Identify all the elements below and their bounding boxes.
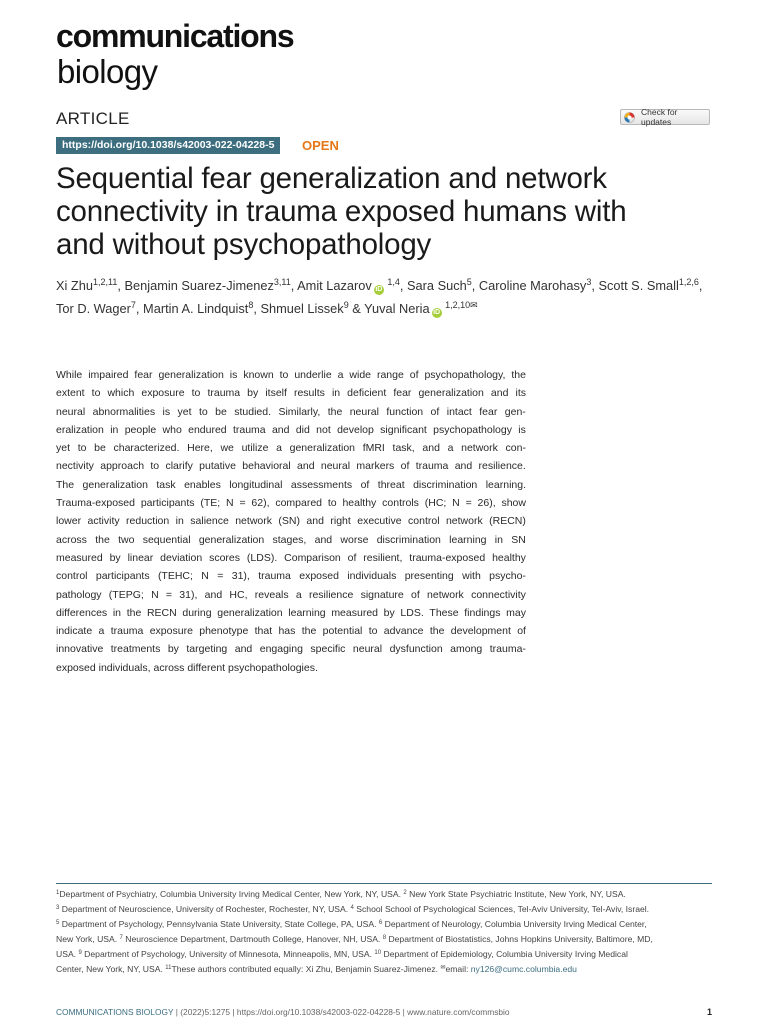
footnote-marker: 8	[382, 935, 387, 941]
abstract-line: pathology (TEPG; N = 31), and HC, reveals a resilience signature of network connectivity	[56, 588, 526, 601]
page-number: 1	[706, 1007, 712, 1017]
author-line: Xi Zhu$^{1,2,11}$, Benjamin Suarez-Jimenez$^{3,11}$, Amit Lazarov iD $^{1,4}$, Sara Such$^5$, Caroline Marohasy$^3$, Scott S. Small$^{1,2,6}$,	[56, 277, 703, 293]
author-affiliation: 1,4	[387, 277, 400, 287]
abstract-line: measured by linear deviation scores (LDS). Comparison of resilient, trauma-exposed healthy	[56, 551, 526, 564]
abstract-line: across the two sequential generalization stages, and worse discrimination learning in SN	[56, 533, 526, 546]
author-affiliation: 7	[130, 300, 136, 310]
article-type-label: ARTICLE	[56, 109, 130, 128]
abstract-line: nectivity approach to clarify putative behavioral and neural markers of trauma and resilience.	[56, 460, 526, 473]
crossmark-icon	[624, 112, 635, 123]
author-affiliation: 9	[343, 300, 349, 310]
email-envelope-icon[interactable]: ✉	[470, 300, 478, 310]
abstract-line: exposed individuals, across different psychopathologies.	[56, 661, 318, 674]
footer-citation	[56, 1007, 510, 1017]
footnote-marker: 7	[119, 935, 123, 941]
author-affiliation: 8	[248, 300, 254, 310]
footnote-marker: 9	[78, 950, 82, 956]
author-affiliation: 3	[586, 277, 592, 287]
footnote-text: Neuroscience Department, Dartmouth College, Hanover, NH, USA.	[122, 934, 383, 944]
email-link[interactable]: ny126@cumc.columbia.edu	[470, 964, 577, 974]
abstract-line: Trauma-exposed participants (TE; N = 62), compared to healthy controls (HC; N = 26), show	[56, 497, 526, 510]
footnote-text: USA.	[56, 949, 79, 959]
footnote-marker: 6	[378, 920, 383, 926]
author-affiliation: 1,2,11	[93, 277, 118, 287]
author-name[interactable]: Benjamin Suarez-Jimenez	[124, 278, 274, 293]
abstract-line: extent to which exposure to trauma by itself results in deficient fear generalization and its	[56, 387, 526, 400]
author-line: Tor D. Wager$^7$, Martin A. Lindquist$^8$, Shmuel Lissek$^9$ & Yuval Neria iD $^{1,2,10✉}$	[56, 300, 478, 316]
author-list	[56, 274, 736, 320]
page-footer	[56, 1007, 712, 1017]
footnote-text: New York, USA.	[56, 934, 120, 944]
footnote-marker: 5	[56, 920, 60, 926]
footnote-marker: 10	[374, 950, 382, 956]
footnote-text: Department of Epidemiology, Columbia University Irving Medical	[381, 949, 628, 959]
author-name[interactable]: Martin A. Lindquist	[143, 301, 249, 316]
journal-logo-top: communications	[56, 18, 294, 54]
journal-logo-bottom: biology	[57, 53, 158, 90]
footnote-marker: 4	[350, 905, 354, 911]
orcid-icon[interactable]: iD	[433, 309, 441, 316]
footnote-line	[56, 947, 716, 962]
footnote-line	[56, 887, 716, 902]
footnote-text: Department of Psychiatry, Columbia University Irving Medical Center, New York, NY, USA.	[59, 889, 404, 899]
author-name[interactable]: Caroline Marohasy	[478, 278, 587, 293]
author-name[interactable]: Amit Lazarov	[297, 278, 372, 293]
abstract-line: control participants (TEHC; N = 31), trauma exposed individuals presenting with psycho-	[56, 570, 526, 583]
footnote-text: New York State Psychiatric Institute, New York, NY, USA.	[406, 889, 626, 899]
open-access-label: OPEN	[302, 138, 339, 153]
abstract-line: neural abnormalities is yet to be studied. Similarly, the neural function of intact fear gen-	[56, 405, 526, 418]
footer-citation-text: | (2022)5:1275 | https://doi.org/10.1038/s42003-022-04228-5 | www.nature.com/commsbio	[173, 1007, 510, 1017]
abstract-line: innovative treatments by targeting and engaging specific neural dysfunction among trauma-	[56, 643, 526, 656]
doi-link[interactable]: https://doi.org/10.1038/s42003-022-04228-5	[56, 137, 280, 154]
abstract-line: yet to be characterized. Here, we utilize a generalization fMRI task, and a network con-	[56, 442, 526, 455]
footnote-text: These authors contributed equally: Xi Zhu, Benjamin Suarez-Jimenez.	[171, 964, 441, 974]
check-for-updates-button[interactable]	[620, 109, 710, 125]
check-for-updates-label: Check for updates	[641, 107, 678, 127]
footer-journal-name[interactable]: COMMUNICATIONS BIOLOGY	[56, 1007, 174, 1017]
footnote-line	[56, 962, 716, 977]
footnote-divider	[56, 883, 712, 884]
footnote-marker: 2	[403, 890, 407, 896]
footnote-text: Center, New York, NY, USA.	[56, 964, 166, 974]
orcid-icon[interactable]: iD	[375, 286, 383, 293]
title-line: and without psychopathology	[56, 228, 432, 261]
abstract-line: eralization in people who endured trauma and did not develop significant psychopathology is	[56, 423, 526, 436]
author-affiliation: 3,11	[273, 277, 291, 287]
footnote-text: Department of Psychology, University of Minnesota, Minneapolis, MN, USA.	[81, 949, 375, 959]
author-name[interactable]: Sara Such	[407, 278, 467, 293]
author-name[interactable]: Xi Zhu	[56, 278, 93, 293]
footnote-marker: 3	[56, 905, 60, 911]
abstract-line: differences in the RECN during generalization learning measured by LDS. These findings may	[56, 606, 526, 619]
abstract-line: The generalization task enables longitudinal assessments of threat discrimination learning.	[56, 478, 526, 491]
abstract-line: lower activity reduction in salience network (SN) and right executive control network (RECN)	[56, 515, 526, 528]
footnote-text: Department of Biostatistics, Johns Hopkins University, Baltimore, MD,	[386, 934, 653, 944]
affiliations-footnotes	[56, 887, 716, 977]
author-affiliation: 5	[466, 277, 472, 287]
footnote-text: Department of Psychology, Pennsylvania State University, State College, PA, USA.	[59, 919, 379, 929]
footnote-line	[56, 917, 716, 932]
footnote-text: School School of Psychological Sciences, Tel-Aviv University, Tel-Aviv, Israel.	[353, 904, 650, 914]
author-affiliation: 1,2,10	[445, 300, 471, 310]
title-line: Sequential fear generalization and network	[56, 162, 607, 195]
author-name[interactable]: Tor D. Wager	[56, 301, 131, 316]
author-name[interactable]: Yuval Neria	[364, 301, 430, 316]
footnote-text: Department of Neurology, Columbia University Irving Medical Center,	[382, 919, 647, 929]
footnote-marker: 1	[56, 890, 60, 896]
footnote-text: Department of Neuroscience, University of Rochester, Rochester, NY, USA.	[59, 904, 351, 914]
author-name[interactable]: Scott S. Small	[598, 278, 679, 293]
abstract	[56, 366, 526, 677]
footnote-marker: ✉	[440, 965, 446, 971]
footnote-marker: 11	[165, 965, 172, 971]
abstract-line: indicate a trauma exposure phenotype that has the potential to advance the development of	[56, 625, 526, 638]
title-line: connectivity in trauma exposed humans with	[56, 195, 627, 228]
footnote-line	[56, 932, 716, 947]
author-affiliation: 1,2,6	[678, 277, 699, 287]
author-name[interactable]: Shmuel Lissek	[260, 301, 344, 316]
article-title	[56, 162, 716, 261]
footnote-text: email:	[445, 964, 471, 974]
footnote-line	[56, 902, 716, 917]
abstract-line: While impaired fear generalization is known to underlie a wide range of psychopathology, the	[56, 369, 526, 381]
